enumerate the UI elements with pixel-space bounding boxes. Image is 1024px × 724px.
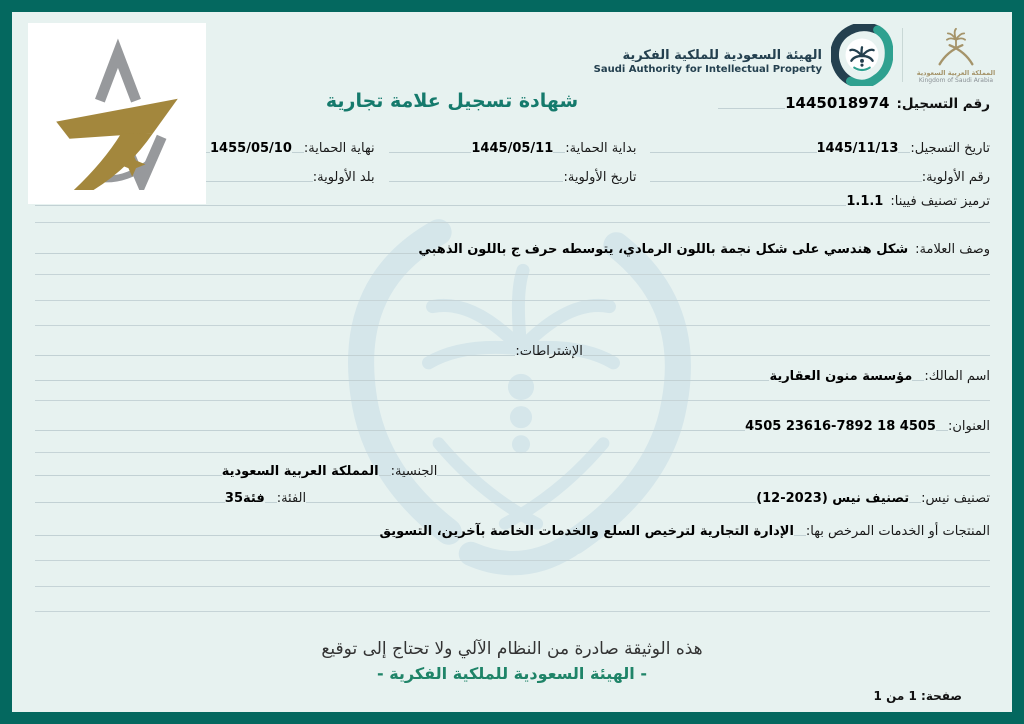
certificate-body [12, 12, 1012, 712]
field-value: تصنيف نيس (2023-12) [756, 490, 910, 506]
field-label: تاريخ التسجيل: [910, 140, 990, 156]
field-priority-date [389, 170, 637, 186]
row-classification [35, 487, 990, 507]
field-label: نهاية الحماية: [303, 140, 375, 156]
field-label: الفئة: [276, 490, 307, 506]
ksa-name-arabic: المملكة العربية السعودية [916, 68, 996, 77]
field-value: المملكة العربية السعودية [221, 463, 379, 479]
field-address [35, 415, 990, 435]
field-label: الجنسية: [390, 463, 438, 479]
header-divider [902, 28, 903, 82]
trademark-image-box [28, 23, 206, 204]
field-value: 1455/05/10 [210, 140, 292, 156]
trademark-logo [41, 38, 193, 190]
field-label: الإشتراطات: [515, 343, 583, 359]
rule-line [35, 586, 990, 587]
rule-line [35, 325, 990, 326]
field-priority-number [650, 170, 990, 186]
field-label: اسم المالك: [924, 368, 990, 384]
field-value: الإدارة التجارية لترخيص السلع والخدمات الخاصة بآخرين، التسويق [379, 523, 794, 539]
rule-line [35, 400, 990, 401]
field-value: 4505 23616-7892 18 4505 [745, 418, 936, 434]
field-label: وصف العلامة: [915, 241, 990, 257]
rule-line [35, 222, 990, 223]
rule-line [35, 560, 990, 561]
saip-name-arabic: الهيئة السعودية للملكية الفكرية [622, 47, 822, 63]
page-indicator: صفحة: 1 من 1 [873, 689, 962, 703]
field-registration-date [650, 141, 990, 157]
rule-line [35, 452, 990, 453]
footer-note: هذه الوثيقة صادرة من النظام الآلي ولا تحتاج إلى توقيع [321, 639, 703, 659]
field-licensed-goods-services [35, 520, 990, 540]
ksa-name-english: Kingdom of Saudi Arabia [918, 76, 994, 84]
field-label: العنوان: [947, 418, 990, 434]
field-label: المنتجات أو الخدمات المرخص بها: [805, 523, 990, 539]
field-conditions [35, 340, 990, 360]
field-label: تاريخ الأولوية: [563, 169, 637, 185]
rule-line [35, 611, 990, 612]
field-value: 1445/11/13 [816, 140, 899, 156]
field-protection-start [389, 141, 637, 157]
footer-authority: - الهيئة السعودية للملكية الفكرية - [376, 664, 648, 683]
field-registration-number [718, 93, 990, 113]
saip-logo-text [594, 34, 822, 77]
field-owner-name [35, 365, 990, 385]
page-title: شهادة تسجيل علامة تجارية [325, 90, 579, 112]
field-value: مؤسسة منون العقارية [769, 368, 913, 384]
field-value: 1445018974 [785, 94, 890, 113]
field-nationality [35, 460, 990, 480]
field-label: تصنيف نيس: [921, 490, 990, 506]
ksa-emblem-icon [933, 27, 979, 67]
saip-name-english: Saudi Authority for Intellectual Property [593, 63, 822, 75]
rule-line [35, 274, 990, 275]
saip-emblem-icon [831, 24, 893, 86]
field-mark-description [35, 238, 990, 258]
field-value: 1.1.1 [846, 193, 884, 209]
field-label: رقم الأولوية: [921, 169, 990, 185]
field-value: 1445/05/11 [471, 140, 554, 156]
header [594, 24, 1000, 86]
field-value: شكل هندسي على شكل نجمة باللون الرمادي، يتوسطه حرف ج باللون الذهبي [418, 241, 909, 257]
field-value: فئة35 [224, 490, 265, 506]
field-label: رقم التسجيل: [896, 96, 990, 113]
rule-line [35, 300, 990, 301]
field-label: بداية الحماية: [565, 140, 637, 156]
field-label: ترميز تصنيف فيينا: [890, 193, 990, 209]
ksa-logo-block [912, 27, 1000, 84]
field-label: بلد الأولوية: [312, 169, 375, 185]
